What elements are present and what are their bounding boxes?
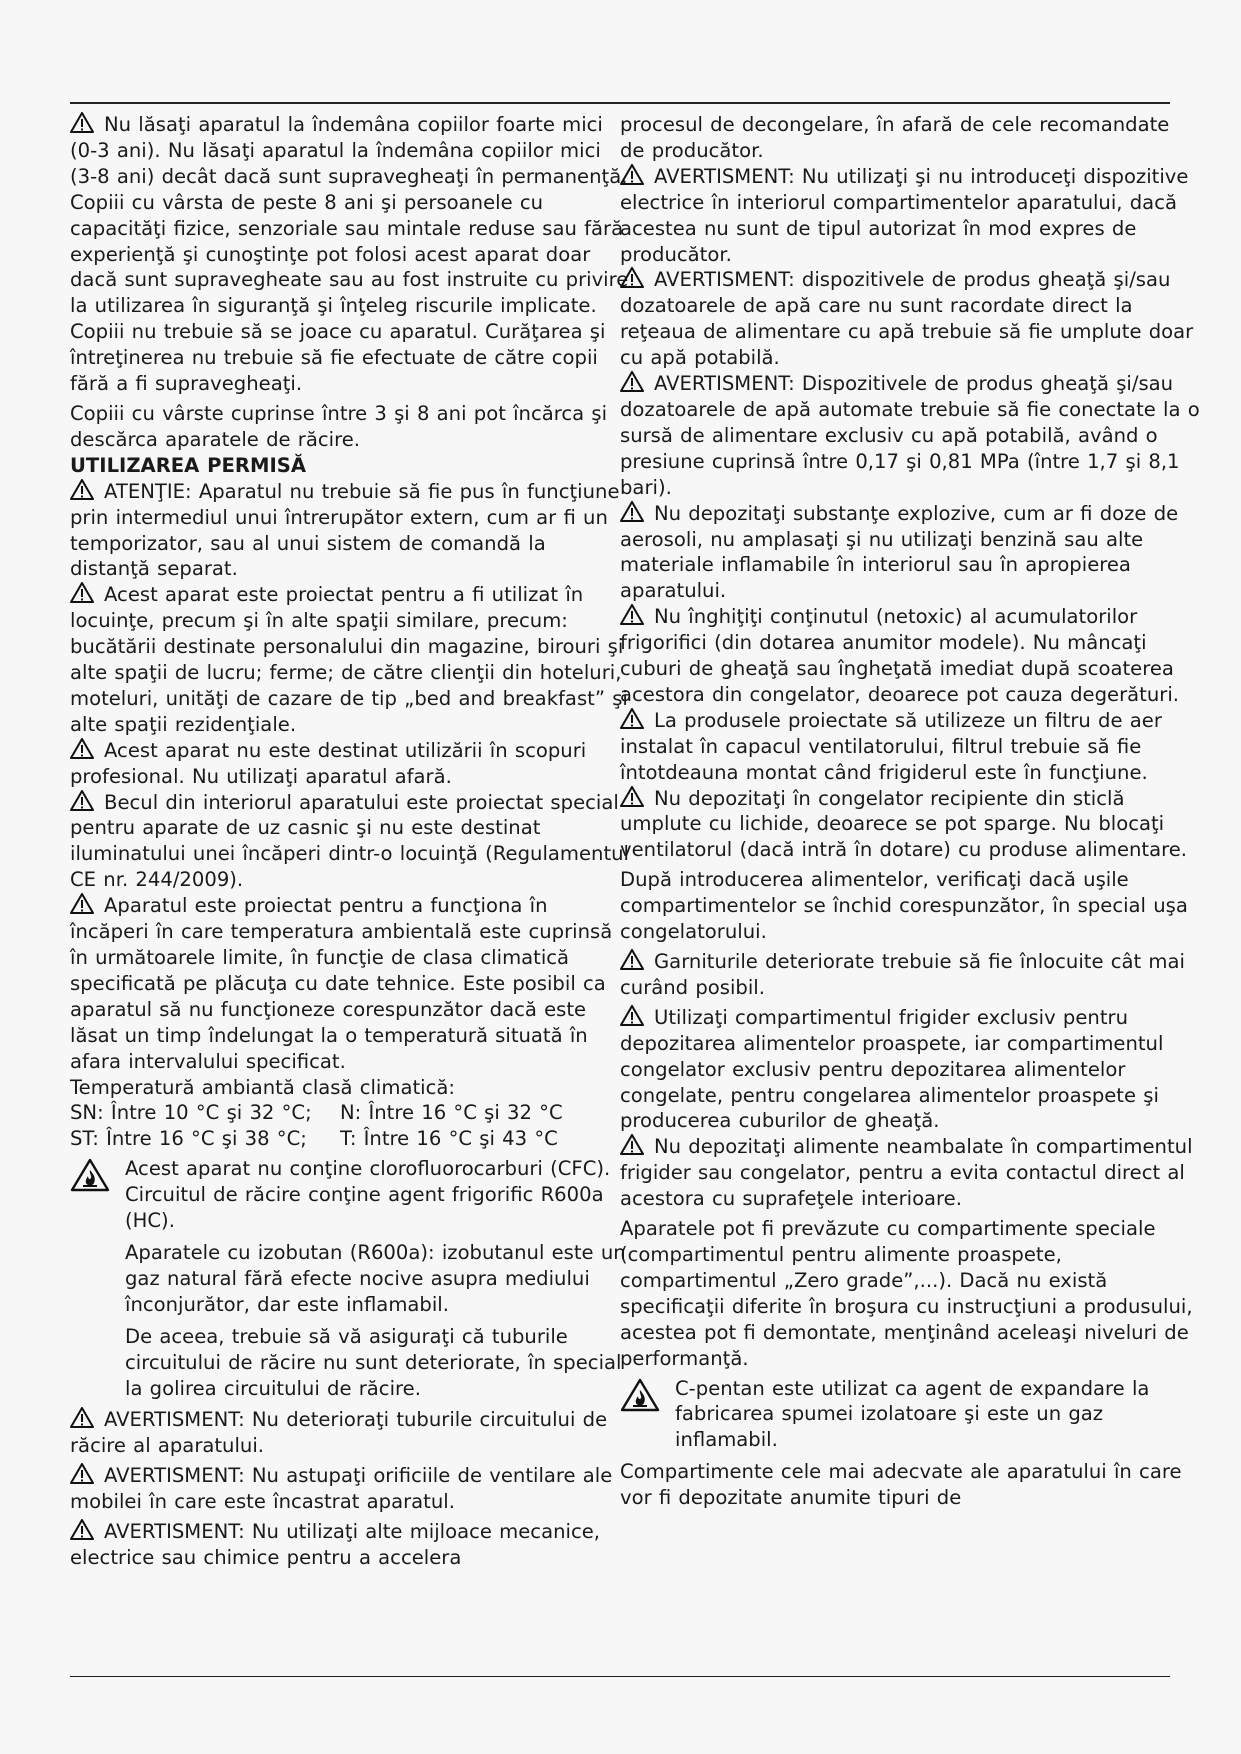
- warning-icon: [70, 790, 94, 811]
- right-column: [620, 112, 1200, 1511]
- temp-class-n: N: Între 16 °C şi 32 °C: [340, 1101, 563, 1125]
- paragraph: Nu lăsaţi aparatul la îndemâna copiilor foarte mici (0-3 ani). Nu lăsaţi aparatul la îndemâna copiilor mici (3-8 ani) decât dacă sunt supravegheaţi în permanenţă. Copiii cu vârsta de peste 8 ani şi persoanele cu capacităţi fizice, senzoriale sau mintale reduse sau fără experienţă şi cunoştinţe pot folosi acest aparat doar dacă sunt supravegheate sau au fost instruite cu privire la utilizarea în siguranţă şi înţeleg riscurile implicate. Copiii nu trebuie să se joace cu aparatul. Curăţarea şi întreţinerea nu trebuie să fie efectuate de către copii fără a fi supravegheaţi.: [70, 113, 629, 396]
- warning-icon: [620, 267, 644, 288]
- paragraph: Nu depozitaţi substanţe explozive, cum ar fi doze de aerosoli, nu amplasaţi şi nu utilizaţi benzină sau alte materiale inflamabile în interiorul sau în apropierea aparatului.: [620, 501, 1179, 603]
- temp-class-st: ST: Între 16 °C şi 38 °C;: [70, 1127, 307, 1151]
- temp-class-t: T: Între 16 °C şi 43 °C: [340, 1127, 558, 1151]
- warning-icon: [70, 112, 94, 133]
- paragraph: AVERTISMENT: Nu utilizaţi şi nu introduceţi dispozitive electrice în interiorul compartimentelor aparatului, dacă acestea nu sunt de tipul autorizat în mod expres de producător.: [620, 164, 1189, 266]
- section-heading: UTILIZAREA PERMISĂ: [70, 453, 307, 477]
- paragraph: Becul din interiorul aparatului este proiectat special pentru aparate de uz casnic şi nu este destinat iluminatului unei încăperi dintr-o locuinţă (Regulamentul CE nr. 244/2009).: [70, 790, 630, 892]
- paragraph: Acest aparat nu este destinat utilizării în scopuri profesional. Nu utilizaţi aparatul afară.: [70, 738, 587, 788]
- warning-icon: [620, 164, 644, 185]
- paragraph: AVERTISMENT: dispozitivele de produs gheaţă şi/sau dozatoarele de apă care nu sunt racordate direct la reţeaua de alimentare cu apă trebuie să fie umplute doar cu apă potabilă.: [620, 268, 1194, 370]
- warning-icon: [620, 949, 644, 970]
- warning-icon: [620, 1005, 644, 1026]
- paragraph: Aparatele cu izobutan (R600a): izobutanul este un gaz natural fără efecte nocive asupra mediului înconjurător, dar este inflamabil.: [125, 1240, 626, 1316]
- paragraph: De aceea, trebuie să vă asiguraţi că tuburile circuitului de răcire nu sunt deteriorate, în special la golirea circuitului de răcire.: [125, 1324, 622, 1400]
- top-rule: [70, 102, 1170, 104]
- warning-icon: [620, 371, 644, 392]
- warning-icon: [70, 1407, 94, 1428]
- warning-icon: [70, 893, 94, 914]
- warning-icon: [620, 786, 644, 807]
- warning-icon: [70, 738, 94, 759]
- paragraph: Garniturile deteriorate trebuie să fie înlocuite cât mai curând posibil.: [620, 950, 1185, 999]
- bottom-rule: [70, 1676, 1170, 1677]
- paragraph: Acest aparat este proiectat pentru a fi utilizat în locuinţe, precum şi în alte spaţii similare, precum: bucătării destinate personalului din magazine, birouri şi alte spaţii de lucru; ferme; de către clienţii din hoteluri, moteluri, unităţi de cazare de tip „bed and breakfast” şi alte spaţii rezidenţiale.: [70, 583, 628, 736]
- paragraph: procesul de decongelare, în afară de cele recomandate de producător.: [620, 113, 1170, 162]
- warning-icon: [70, 582, 94, 603]
- warning-icon: [620, 708, 644, 729]
- temp-class-sn: SN: Între 10 °C şi 32 °C;: [70, 1101, 312, 1125]
- paragraph: AVERTISMENT: Nu astupaţi orificiile de ventilare ale mobilei în care este încastrat aparatul.: [70, 1464, 613, 1514]
- paragraph: AVERTISMENT: Nu deterioraţi tuburile circuitului de răcire al aparatului.: [70, 1408, 608, 1458]
- paragraph: Compartimente cele mai adecvate ale aparatului în care vor fi depozitate anumite tipuri de: [620, 1460, 1182, 1510]
- temperature-title: Temperatură ambiantă clasă climatică:: [70, 1075, 455, 1099]
- temperature-row: [70, 1126, 630, 1152]
- flammable-warning-icon: [620, 1378, 660, 1412]
- flammable-notice: [70, 1156, 630, 1401]
- warning-icon: [70, 1519, 94, 1540]
- paragraph: Acest aparat nu conţine clorofluorocarburi (CFC). Circuitul de răcire conţine agent frigorific R600a (HC).: [125, 1157, 611, 1233]
- paragraph: Aparatele pot fi prevăzute cu compartimente speciale (compartimentul pentru alimente proaspete, compartimentul „Zero grade”,...). Dacă nu există specificaţii diferite în broşura cu instrucţiuni a produsului, acestea pot fi demontate, menţinând aceleaşi niveluri de performanţă.: [620, 1217, 1193, 1370]
- flammable-warning-icon: [70, 1158, 110, 1192]
- warning-icon: [620, 604, 644, 625]
- warning-icon: [620, 501, 644, 522]
- paragraph: Nu depozitaţi alimente neambalate în compartimentul frigider sau congelator, pentru a evita contactul direct al acestora cu suprafeţele interioare.: [620, 1135, 1193, 1211]
- warning-icon: [620, 1134, 644, 1155]
- paragraph: Aparatul este proiectat pentru a funcţiona în încăperi în care temperatura ambientală este cuprinsă în următoarele limite, în funcţie de clasa climatică specificată pe plăcuţa cu date tehnice. Este posibil ca aparatul să nu funcţioneze corespunzător dacă este lăsat un timp îndelungat la o temperatură situată în afara intervalului specificat.: [70, 894, 613, 1073]
- paragraph: AVERTISMENT: Nu utilizaţi alte mijloace mecanice, electrice sau chimice pentru a accelera: [70, 1520, 600, 1569]
- paragraph: AVERTISMENT: Dispozitivele de produs gheaţă şi/sau dozatoarele de apă automate trebuie să fie conectate la o sursă de alimentare exclusiv cu apă potabilă, având o presiune cuprinsă între 0,17 şi 0,81 MPa (între 1,7 şi 8,1 bari).: [620, 372, 1200, 499]
- paragraph: După introducerea alimentelor, verificaţi dacă uşile compartimentelor se închid corespunzător, în special uşa congelatorului.: [620, 868, 1188, 944]
- flammable-notice: [620, 1376, 1200, 1454]
- warning-icon: [70, 1463, 94, 1484]
- paragraph: La produsele proiectate să utilizeze un filtru de aer instalat în capacul ventilatorului, filtrul trebuie să fie întotdeauna montat când frigiderul este în funcţiune.: [620, 708, 1162, 784]
- paragraph: Copiii cu vârste cuprinse între 3 şi 8 ani pot încărca şi descărca aparatele de răcire.: [70, 401, 608, 451]
- paragraph: Utilizaţi compartimentul frigider exclusiv pentru depozitarea alimentelor proaspete, iar compartimentul congelator exclusiv pentru depozitarea alimentelor congelate, pentru congelarea alimentelor proaspete şi producerea cuburilor de gheaţă.: [620, 1005, 1164, 1133]
- paragraph: ATENŢIE: Aparatul nu trebuie să fie pus în funcţiune prin intermediul unui întrerupător extern, cum ar fi un temporizator, sau al unui sistem de comandă la distanţă separat.: [70, 479, 620, 581]
- paragraph: Nu depozitaţi în congelator recipiente din sticlă umplute cu lichide, deoarece se pot sparge. Nu blocaţi ventilatorul (dacă intră în dotare) cu produse alimentare.: [620, 786, 1188, 862]
- left-column: [70, 112, 630, 1571]
- temperature-row: [70, 1100, 630, 1126]
- paragraph: Nu înghiţiţi conţinutul (netoxic) al acumulatorilor frigorifici (din dotarea anumitor modele). Nu mâncaţi cuburi de gheaţă sau îngheţată imediat după scoaterea acestora din congelator, deoarece pot cauza degerături.: [620, 605, 1179, 706]
- warning-icon: [70, 479, 94, 500]
- paragraph: C-pentan este utilizat ca agent de expandare la fabricarea spumei izolatoare şi este un gaz inflamabil.: [675, 1376, 1150, 1452]
